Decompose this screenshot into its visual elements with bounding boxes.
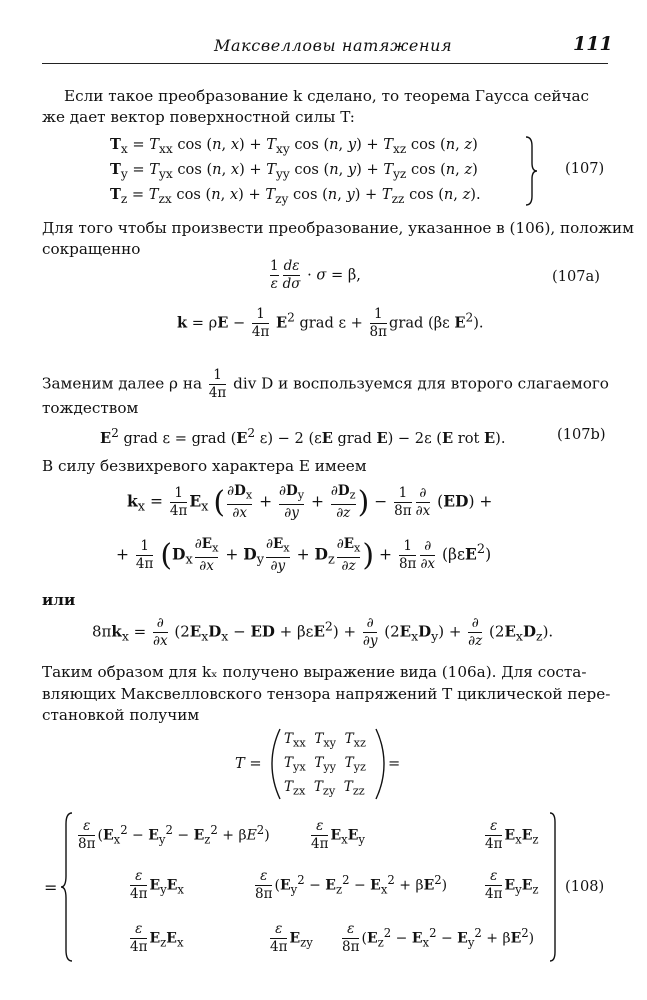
equation-107a-line1: $\frac{1}{\varepsilon}$ $\frac{d\varepsilon}{d\sigma}$ · σ = β, [270,258,361,292]
tensor-T-equals: = [388,755,401,772]
equation-number-108: (108) [565,878,605,895]
paragraph-line: Если такое преобразование k сделано, то теорема Гаусса сейчас [64,87,590,105]
tensor-T-row2: $T_{yx}$ $T_{yy}$ $T_{yz}$ [284,755,366,774]
tensor-T-row3: $T_{zx}$ $T_{zy}$ $T_{zz}$ [284,779,365,798]
tensor-cell: $\frac{\varepsilon}{4\pi}$ $E_yE_x$ [130,868,184,902]
equation-number-107b: (107b) [557,426,606,443]
running-header-title: Максвелловы натяжения [214,36,453,55]
equation-107a-line2: k = ρE − $\frac{1}{4\pi}$ $E^2$ grad ε + $\frac{1}{8\pi}$ grad (βε $E^2$). [177,306,484,340]
tensor-cell: $\frac{\varepsilon}{4\pi}$ $E_yE_z$ [485,868,539,902]
equation-8pi-kx: $8\pi k_x$ = $\frac{\partial}{\partial x}$ ($2E_xD_x$ − ED + βεE$^2$) + $\frac{\partial}{\partial y}$ $(2E_xD_y)$ + $\frac{\partial}{\partial z}$ $(2E_xD_z)$. [92,615,554,649]
tensor-T-row1: $T_{xx}$ $T_{xy}$ $T_{xz}$ [284,731,366,750]
paragraph-line: тождеством [42,399,139,417]
tensor-T-label: T = [235,755,262,772]
tensor-cell: $\frac{\varepsilon}{4\pi}$ $E_xE_y$ [311,818,365,852]
paragraph-line: Для того чтобы произвести преобразование, указанное в (106), положим [42,219,634,237]
tensor-cell: $\frac{\varepsilon}{8\pi}$ $(E_z^2 - E_x^2 - E_y^2 + \beta E^2)$ [342,921,535,955]
paragraph-line: или [42,591,76,609]
paragraph-line: вляющих Максвелловского тензора напряжений T циклической пере- [42,685,611,703]
equation-number-107a: (107a) [552,268,600,285]
paragraph-line: Заменим далее ρ на $\frac{1}{4\pi}$ div D и воспользуемся для второго слагаемого [42,367,609,401]
paragraph-fragment: Заменим далее ρ на [42,374,202,393]
paragraph-line: становкой получим [42,706,200,724]
paragraph-line: сокращенно [42,240,141,258]
paragraph-line: Таким образом для kₓ получено выражение вида (106a). Для соста- [42,663,587,681]
page-number: 111 [573,33,613,55]
tensor-cell: $\frac{\varepsilon}{4\pi}$ $E_{zy}$ [270,921,313,955]
tensor-T-left-paren [270,728,282,800]
tensor-cell: $\frac{\varepsilon}{4\pi}$ $E_zE_x$ [130,921,184,955]
equation-107b: $E^2$ grad ε = grad ($E^2$ ε) − 2 (εE grad E) − 2ε (E rot E). [100,426,506,447]
tensor-108-right-brace [548,812,560,962]
tensor-108-left-brace [60,812,74,962]
equation-kx-line1: $k_x$ = $\frac{1}{4\pi}$ $E_x$ ( $\frac{\partial D_x}{\partial x}$ + $\frac{\partial D_y}{\partial y}$ + $\frac{\partial D_z}{\partial z}$ ) − $\frac{1}{8\pi}$ $\frac{\partial}{\partial x}$ (ED) + [127,483,493,521]
tensor-108-equals: = [44,878,58,897]
equation-107-row1: $T_x = T_{xx}$ cos (n, $x) + T_{xy}$ cos (n, $y) + T_{xz}$ cos (n, z) [110,136,478,156]
tensor-T-right-paren [374,728,386,800]
right-brace-107 [524,136,538,206]
equation-kx-line2: + $\frac{1}{4\pi}$ ($D_x$ $\frac{\partial E_x}{\partial x}$ + $D_y$ $\frac{\partial E_x}{\partial y}$ + $D_z$ $\frac{\partial E_x}{\partial z}$ ) + $\frac{1}{8\pi}$ $\frac{\partial}{\partial x}$ (βεE$^2$) [116,536,492,574]
tensor-cell: $\frac{\varepsilon}{8\pi}$ $(E_x^2 - E_y^2 - E_z^2 + \beta E^2)$ [78,818,270,852]
tensor-cell: $\frac{\varepsilon}{8\pi}$ $(E_y^2 - E_z^2 - E_x^2 + \beta E^2)$ [255,868,448,902]
equation-number-107: (107) [565,160,605,177]
tensor-cell: $\frac{\varepsilon}{4\pi}$ $E_xE_z$ [485,818,539,852]
paragraph-fragment: div D и воспользуемся для второго слагаемого [233,374,609,393]
equation-107-row2: $T_y = T_{yx}$ cos (n, $x) + T_{yy}$ cos (n, $y) + T_{yz}$ cos (n, z) [110,161,478,181]
header-rule [42,63,608,64]
paragraph-line: В силу безвихревого характера E имеем [42,457,367,475]
equation-107-row3: $T_z = T_{zx}$ cos (n, $x) + T_{zy}$ cos (n, $y) + T_{zz}$ cos (n, z). [110,186,481,206]
paragraph-line: же дает вектор поверхностной силы T: [42,108,355,126]
